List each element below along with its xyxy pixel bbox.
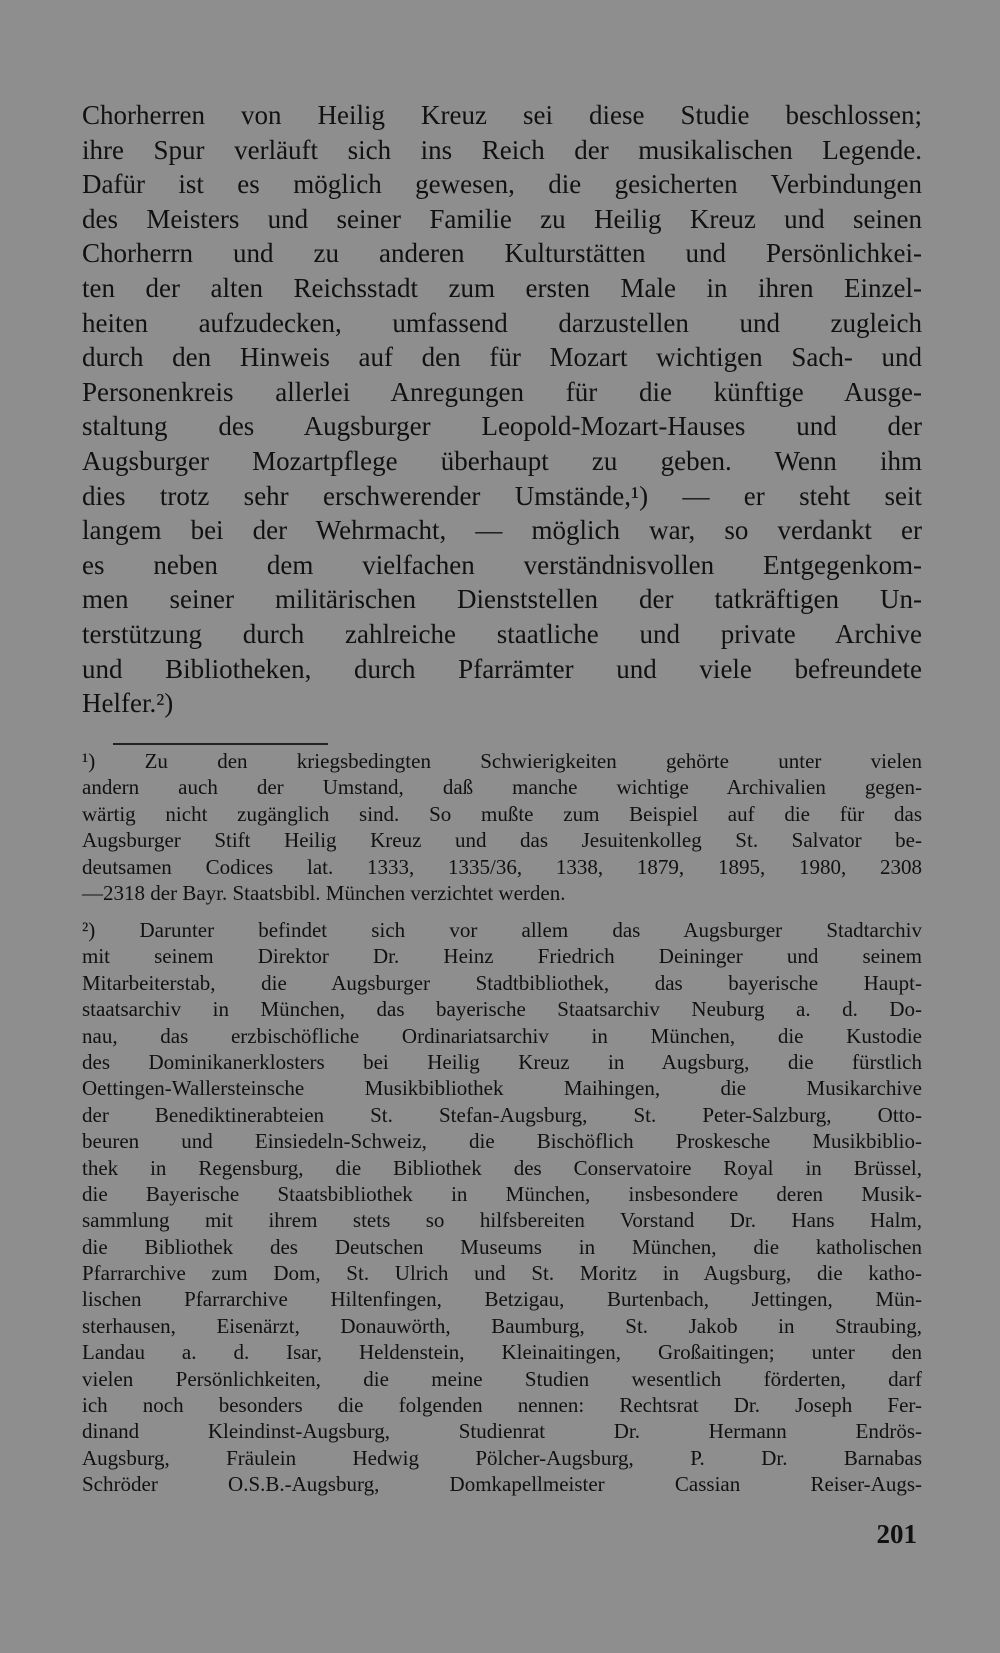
main-text-line: durch den Hinweis auf den für Mozart wichtigen Sach- und xyxy=(82,342,922,373)
footnote-2 xyxy=(82,917,922,1498)
main-text-line: Dafür ist es möglich gewesen, die gesicherten Verbindungen xyxy=(82,169,922,200)
footnote-line: —2318 der Bayr. Staatsbibl. München verzichtet werden. xyxy=(82,880,566,905)
footnote-line: lischen Pfarrarchive Hiltenfingen, Betzigau, Burtenbach, Jettingen, Mün- xyxy=(82,1287,922,1312)
footnote-line: deutsamen Codices lat. 1333, 1335/36, 1338, 1879, 1895, 1980, 2308 xyxy=(82,854,922,879)
footnote-line: sammlung mit ihrem stets so hilfsbereiten Vorstand Dr. Hans Halm, xyxy=(82,1208,922,1233)
footnote-line: mit seinem Direktor Dr. Heinz Friedrich Deininger und seinem xyxy=(82,944,922,969)
footnote-line: Augsburger Stift Heilig Kreuz und das Jesuitenkolleg St. Salvator be- xyxy=(82,828,922,853)
footnote-line: Oettingen-Wallersteinsche Musikbibliothek Maihingen, die Musikarchive xyxy=(82,1076,922,1101)
footnote-line: ¹) Zu den kriegsbedingten Schwierigkeiten gehörte unter vielen xyxy=(82,749,922,773)
footnote-line: Augsburg, Fräulein Hedwig Pölcher-Augsburg, P. Dr. Barnabas xyxy=(82,1445,922,1470)
footnote-line: thek in Regensburg, die Bibliothek des Conservatoire Royal in Brüssel, xyxy=(82,1155,922,1180)
main-text-line: men seiner militärischen Dienststellen der tatkräftigen Un- xyxy=(82,584,922,615)
footnote-line: ich noch besonders die folgenden nennen: Rechtsrat Dr. Joseph Fer- xyxy=(82,1393,922,1418)
footnote-line: des Dominikanerklosters bei Heilig Kreuz in Augsburg, die fürstlich xyxy=(82,1049,922,1074)
footnote-line: Schröder O.S.B.-Augsburg, Domkapellmeister Cassian Reiser-Augs- xyxy=(82,1472,922,1497)
footnote-line: sterhausen, Eisenärzt, Donauwörth, Baumburg, St. Jakob in Straubing, xyxy=(82,1313,922,1338)
main-text-line: des Meisters und seiner Familie zu Heilig Kreuz und seinen xyxy=(82,203,922,234)
footnote-line: wärtig nicht zugänglich sind. So mußte zum Beispiel auf die für das xyxy=(82,801,922,826)
main-text-line: Personenkreis allerlei Anregungen für die künftige Ausge- xyxy=(82,376,922,407)
footnote-line: dinand Kleindinst-Augsburg, Studienrat Dr. Hermann Endrös- xyxy=(82,1419,922,1444)
footnote-line: ²) Darunter befindet sich vor allem das Augsburger Stadtarchiv xyxy=(82,918,922,942)
footnote-line: andern auch der Umstand, daß manche wichtige Archivalien gegen- xyxy=(82,775,922,800)
main-text-line: staltung des Augsburger Leopold-Mozart-Hauses und der xyxy=(82,411,922,442)
main-text-line: und Bibliotheken, durch Pfarrämter und viele befreundete xyxy=(82,653,922,684)
main-text-line: es neben dem vielfachen verständnisvollen Entgegenkom- xyxy=(82,549,922,580)
footnote-line: nau, das erzbischöfliche Ordinariatsarchiv in München, die Kustodie xyxy=(82,1023,922,1048)
main-paragraph xyxy=(82,98,922,721)
footnote-line: Pfarrarchive zum Dom, St. Ulrich und St. Moritz in Augsburg, die katho- xyxy=(82,1261,922,1286)
footnote-line: staatsarchiv in München, das bayerische Staatsarchiv Neuburg a. d. Do- xyxy=(82,997,922,1022)
main-text-line: terstützung durch zahlreiche staatliche und private Archive xyxy=(82,618,922,649)
main-text-line: dies trotz sehr erschwerender Umstände,¹) — er steht seit xyxy=(82,480,922,511)
footnote-line: die Bayerische Staatsbibliothek in München, insbesondere deren Musik- xyxy=(82,1181,922,1206)
footnote-line: beuren und Einsiedeln-Schweiz, die Bischöflich Proskesche Musikbiblio- xyxy=(82,1129,922,1154)
page-number: 201 xyxy=(876,1519,917,1549)
main-text-line: Helfer.²) xyxy=(82,688,174,719)
footnote-line: vielen Persönlichkeiten, die meine Studien wesentlich förderten, darf xyxy=(82,1366,922,1391)
main-text-line: ten der alten Reichsstadt zum ersten Male in ihren Einzel- xyxy=(82,272,922,303)
footnote-1 xyxy=(82,748,922,906)
footnote-divider xyxy=(113,743,328,745)
main-text-line: heiten aufzudecken, umfassend darzustellen und zugleich xyxy=(82,307,922,338)
footnote-line: die Bibliothek des Deutschen Museums in München, die katholischen xyxy=(82,1234,922,1259)
main-text-line: ihre Spur verläuft sich ins Reich der musikalischen Legende. xyxy=(82,134,922,165)
main-text-line: Chorherrn und zu anderen Kulturstätten und Persönlichkei- xyxy=(82,238,922,269)
footnote-line: Mitarbeiterstab, die Augsburger Stadtbibliothek, das bayerische Haupt- xyxy=(82,970,922,995)
main-text-line: Chorherren von Heilig Kreuz sei diese Studie beschlossen; xyxy=(82,100,922,130)
footnote-line: der Benediktinerabteien St. Stefan-Augsburg, St. Peter-Salzburg, Otto- xyxy=(82,1102,922,1127)
footnote-line: Landau a. d. Isar, Heldenstein, Kleinaitingen, Großaitingen; unter den xyxy=(82,1340,922,1365)
main-text-line: Augsburger Mozartpflege überhaupt zu geben. Wenn ihm xyxy=(82,445,922,476)
main-text-line: langem bei der Wehrmacht, — möglich war, so verdankt er xyxy=(82,515,922,546)
